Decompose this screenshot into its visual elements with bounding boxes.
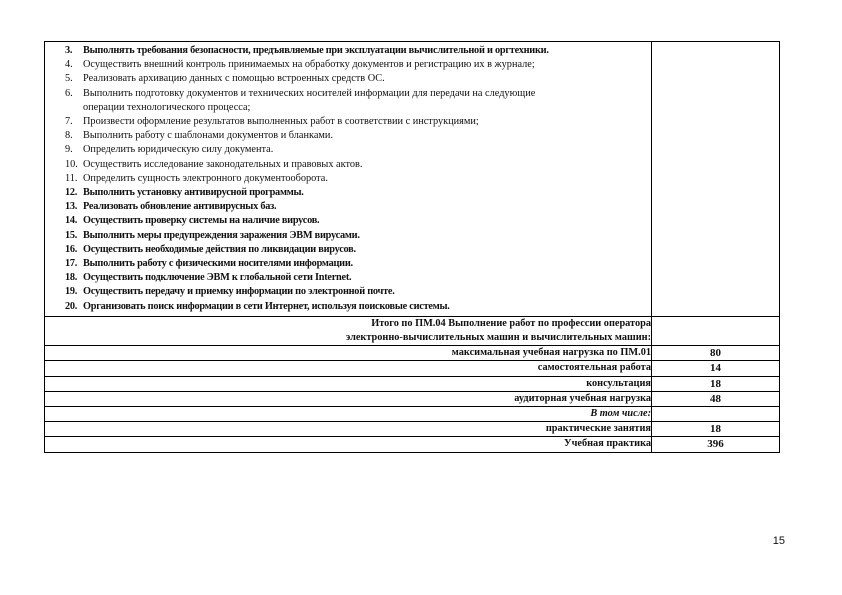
- list-item-number: 19.: [65, 286, 78, 298]
- summary-value: 14: [652, 361, 780, 376]
- list-item: [65, 72, 645, 86]
- summary-title-row: [45, 316, 780, 345]
- summary-label: консультация: [45, 376, 652, 391]
- summary-value: 80: [652, 346, 780, 361]
- list-item-text: Выполнить работу с шаблонами документов и бланками.: [83, 130, 333, 142]
- list-item-number: 17.: [65, 258, 78, 270]
- list-item: [65, 158, 645, 172]
- page-number: 15: [772, 535, 785, 547]
- list-item-text: Организовать поиск информации в сети Интернет, используя поисковые системы.: [83, 300, 450, 312]
- table-row: [45, 391, 780, 406]
- list-item: [65, 285, 645, 299]
- list-item-text: Выполнить установку антивирусной программы.: [83, 187, 304, 199]
- list-item: [65, 200, 645, 214]
- list-item: [65, 229, 645, 243]
- list-item-number: 5.: [65, 73, 73, 85]
- list-item-number: 10.: [65, 158, 78, 170]
- table-row: [45, 346, 780, 361]
- summary-value: [652, 407, 780, 422]
- task-list: [45, 42, 651, 316]
- summary-title-line1: Итого по ПМ.04 Выполнение работ по профессии оператора: [371, 317, 651, 329]
- list-item: [65, 257, 645, 271]
- list-item: [65, 44, 645, 58]
- list-item-text: Определить юридическую силу документа.: [83, 144, 274, 156]
- list-item-number: 13.: [65, 201, 78, 213]
- tasks-row: [45, 42, 780, 317]
- list-item-text: Выполнять требования безопасности, предъявляемые при эксплуатации вычислительной и оргтехники.: [83, 45, 549, 56]
- summary-label: самостоятельная работа: [45, 361, 652, 376]
- summary-value: 18: [652, 422, 780, 437]
- list-item-text: Осуществить необходимые действия по ликвидации вирусов.: [83, 243, 356, 255]
- list-item-number: 11.: [65, 172, 78, 184]
- summary-value: 18: [652, 376, 780, 391]
- summary-value: 48: [652, 391, 780, 406]
- summary-label: В том числе:: [45, 407, 652, 422]
- list-item-continuation: операции технологического процесса;: [83, 101, 251, 113]
- list-item-text: Осуществить исследование законодательных и правовых актов.: [83, 158, 363, 170]
- summary-value: 396: [652, 437, 780, 452]
- list-item-text: Произвести оформление результатов выполненных работ в соответствии с инструкциями;: [83, 116, 479, 128]
- summary-title-value-cell: [652, 316, 780, 345]
- table-row: [45, 376, 780, 391]
- list-item-number: 12.: [65, 187, 78, 199]
- list-item-number: 3.: [65, 45, 73, 56]
- list-item: [65, 214, 645, 228]
- list-item-text: Выполнить работу с физическими носителями информации.: [83, 258, 353, 270]
- list-item-number: 20.: [65, 300, 78, 312]
- list-item-text: Осуществить подключение ЭВМ к глобальной сети Internet.: [83, 272, 352, 284]
- list-item-number: 4.: [65, 59, 73, 71]
- list-item-number: 6.: [65, 87, 73, 99]
- list-item: [65, 300, 645, 314]
- list-item: [65, 143, 645, 157]
- list-item: [65, 243, 645, 257]
- list-item: [65, 172, 645, 186]
- summary-label: практические занятия: [45, 422, 652, 437]
- list-item-text: Выполнить меры предупреждения заражения ЭВМ вирусами.: [83, 229, 360, 241]
- curriculum-table: [44, 41, 780, 453]
- summary-title-cell: [45, 316, 652, 345]
- list-item-number: 15.: [65, 229, 78, 241]
- summary-label: максимальная учебная нагрузка по ПМ.01: [45, 346, 652, 361]
- summary-label: Учебная практика: [45, 437, 652, 452]
- list-item-number: 16.: [65, 243, 78, 255]
- table-row: [45, 361, 780, 376]
- list-item-text: Осуществить проверку системы на наличие вирусов.: [83, 215, 320, 227]
- list-item-number: 8.: [65, 130, 73, 142]
- list-item: [65, 115, 645, 129]
- list-item-text: Осуществить передачу и приемку информации по электронной почте.: [83, 286, 395, 298]
- list-item-text: Выполнить подготовку документов и технических носителей информации для передачи на следующие: [83, 87, 536, 99]
- list-item-number: 7.: [65, 116, 73, 128]
- list-item-number: 14.: [65, 215, 78, 227]
- list-item: [65, 129, 645, 143]
- list-item: [65, 271, 645, 285]
- table-row: [45, 407, 780, 422]
- summary-title-line2: электронно-вычислительных машин и вычислительных машин:: [345, 332, 651, 344]
- tasks-cell: [45, 42, 652, 317]
- list-item: [65, 186, 645, 200]
- list-item: [65, 58, 645, 72]
- list-item: [65, 87, 645, 101]
- list-item-text: Определить сущность электронного документооборота.: [83, 172, 328, 184]
- list-item-text: Реализовать обновление антивирусных баз.: [83, 201, 277, 213]
- table-row: [45, 437, 780, 452]
- list-item-number: 9.: [65, 144, 73, 156]
- tasks-hours-cell: [652, 42, 780, 317]
- table-row: [45, 422, 780, 437]
- list-item-text: Реализовать архивацию данных с помощью встроенных средств ОС.: [83, 73, 385, 85]
- list-item-text: Осуществить внешний контроль принимаемых на обработку документов и регистрацию их в журнале;: [83, 59, 535, 71]
- list-item-number: 18.: [65, 272, 78, 284]
- summary-label: аудиторная учебная нагрузка: [45, 391, 652, 406]
